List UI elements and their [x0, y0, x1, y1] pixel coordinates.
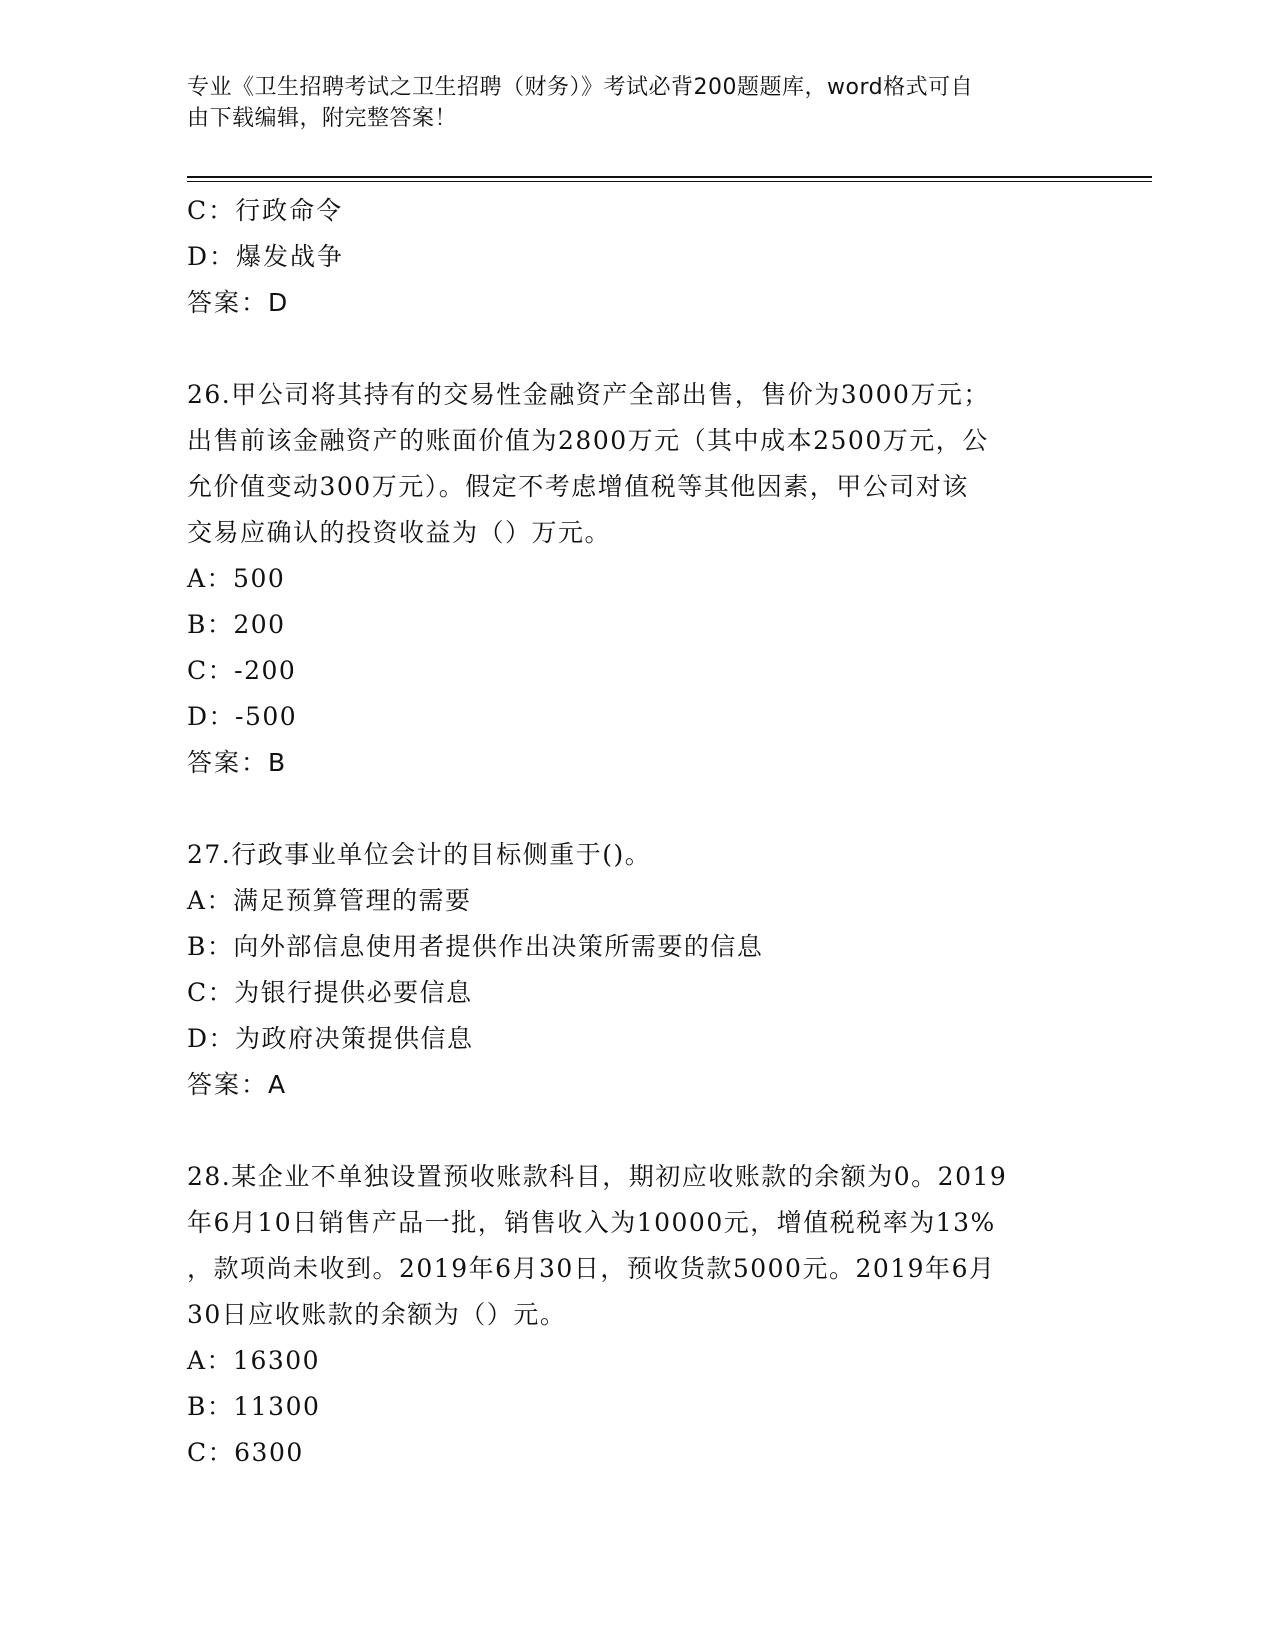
question-stem-line: 出售前该金融资产的账面价值为2800万元（其中成本2500万元，公 — [187, 426, 989, 455]
question-stem-line: ，款项尚未收到。2019年6月30日，预收货款5000元。2019年6月 — [187, 1254, 996, 1283]
option-c: C：行政命令 — [187, 196, 344, 225]
option-a: A：满足预算管理的需要 — [187, 886, 472, 915]
option-b: B：向外部信息使用者提供作出决策所需要的信息 — [187, 932, 764, 961]
option-d: D：爆发战争 — [187, 242, 345, 271]
question-stem-line: 26.甲公司将其持有的交易性金融资产全部出售，售价为3000万元； — [187, 380, 990, 409]
question-26 — [187, 372, 1087, 786]
question-27 — [187, 832, 1087, 1108]
option-c: C：为银行提供必要信息 — [187, 978, 473, 1007]
question-stem-line: 28.某企业不单独设置预收账款科目，期初应收账款的余额为0。2019 — [187, 1162, 1008, 1191]
answer-line: 答案：B — [187, 748, 288, 777]
question-28 — [187, 1154, 1087, 1476]
question-stem-line: 30日应收账款的余额为（）元。 — [187, 1300, 567, 1329]
answer-line: 答案：A — [187, 1070, 288, 1099]
header-divider-thin — [187, 181, 1152, 182]
answer-line: 答案：D — [187, 288, 290, 317]
spacer — [187, 326, 1087, 372]
header-divider-thick — [187, 176, 1152, 178]
header-line-2: 由下载编辑，附完整答案！ — [187, 106, 458, 131]
option-a: A：500 — [187, 564, 286, 593]
option-d: D：为政府决策提供信息 — [187, 1024, 474, 1053]
spacer — [187, 786, 1087, 832]
question-content — [187, 188, 1087, 1476]
option-b: B：11300 — [187, 1392, 321, 1421]
option-b: B：200 — [187, 610, 286, 639]
option-a: A：16300 — [187, 1346, 321, 1375]
question-stem-line: 年6月10日销售产品一批，销售收入为10000元，增值税税率为13% — [187, 1208, 996, 1237]
option-c: C：-200 — [187, 656, 297, 685]
option-c: C：6300 — [187, 1438, 304, 1467]
header-line-1: 专业《卫生招聘考试之卫生招聘（财务）》考试必背200题题库，word格式可自 — [187, 75, 974, 100]
question-stem-line: 27.行政事业单位会计的目标侧重于()。 — [187, 840, 652, 869]
prev-question-block — [187, 188, 1087, 326]
question-stem-line: 交易应确认的投资收益为（）万元。 — [187, 518, 612, 547]
question-stem-line: 允价值变动300万元）。假定不考虑增值税等其他因素，甲公司对该 — [187, 472, 969, 501]
option-d: D：-500 — [187, 702, 298, 731]
spacer — [187, 1108, 1087, 1154]
document-header — [187, 72, 1067, 134]
